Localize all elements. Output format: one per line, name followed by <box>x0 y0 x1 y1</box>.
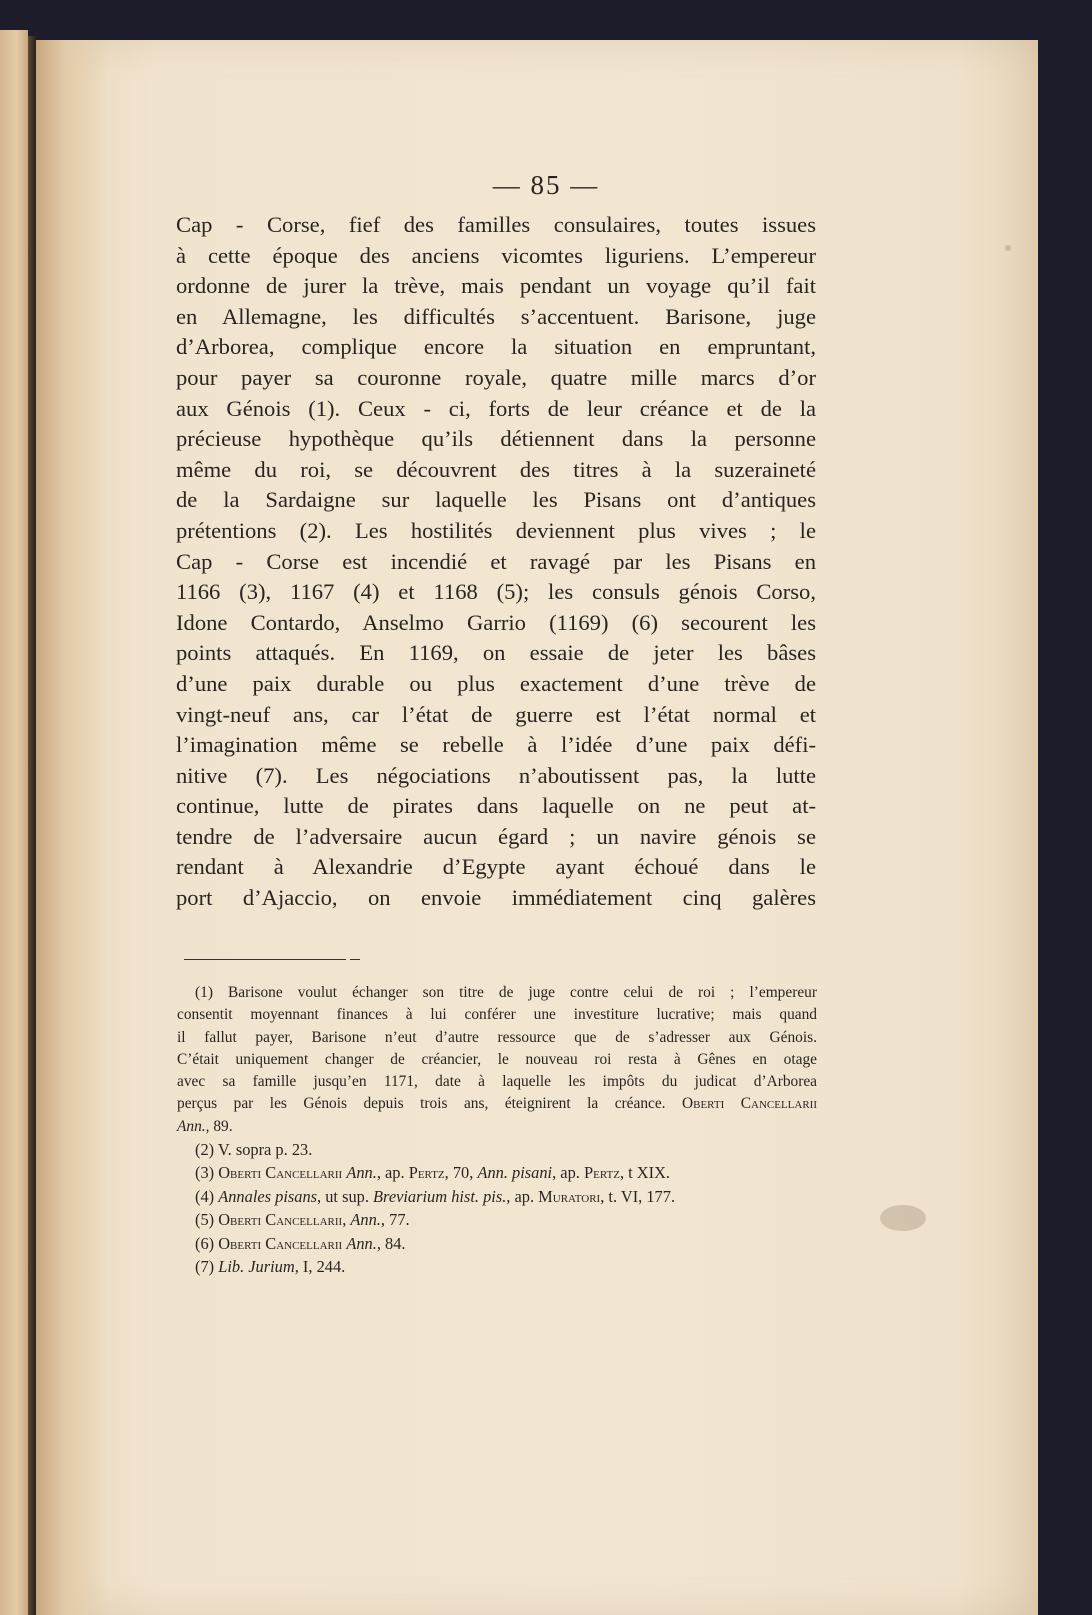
citation-work: Lib. Jurium <box>218 1257 295 1277</box>
footnote-line: consentit moyennant finances à lui conférer une investiture lucrative; mais quand <box>177 1006 817 1024</box>
text-line: d’une paix durable ou plus exactement d’une trève de <box>176 670 816 696</box>
footnote-number: (7) <box>195 1257 219 1277</box>
footnote-line-with-citation <box>177 1093 817 1115</box>
citation-work: Ann. pisani <box>477 1163 553 1183</box>
text-line: points attaqués. En 1169, on essaie de jeter les bâses <box>176 640 816 666</box>
text-line: rendant à Alexandrie d’Egypte ayant échoué dans le <box>176 854 816 880</box>
footnote-2: (2) V. sopra p. 23. <box>195 1140 313 1160</box>
text-line: continue, lutte de pirates dans laquelle on ne peut at- <box>176 793 816 819</box>
page-gutter <box>36 40 108 1615</box>
footnote-line: C’était uniquement changer de créancier, le nouveau roi resta à Gênes en otage <box>177 1050 817 1068</box>
footnotes <box>177 982 817 1279</box>
footnote-1 <box>177 982 817 1138</box>
citation-work: Breviarium hist. pis. <box>373 1186 507 1206</box>
footnote-number: (3) <box>195 1163 219 1183</box>
citation-text: , ap. <box>376 1163 409 1183</box>
text-line: ordonne de jurer la trève, mais pendant un voyage qu’il fait <box>176 273 816 299</box>
footnote-number: (4) <box>195 1186 219 1206</box>
citation-work: Ann. <box>346 1233 377 1253</box>
citation-text: , ap. <box>506 1186 539 1206</box>
footnote-7 <box>177 1255 817 1278</box>
text-line: Cap - Corse, fief des familles consulaires, toutes issues <box>176 212 816 237</box>
citation-text: , 77. <box>380 1210 410 1230</box>
body-text <box>176 210 816 914</box>
footnote-separator-dash <box>350 959 360 960</box>
footnote-line <box>177 1116 817 1138</box>
text-line: pour payer sa couronne royale, quatre mille marcs d’or <box>176 364 816 390</box>
footnote-6 <box>177 1232 817 1255</box>
binding-shadow <box>28 36 36 1615</box>
text-line: l’imagination même se rebelle à l’idée d’une paix défi- <box>176 732 816 758</box>
citation-text: , t. VI, 177. <box>600 1186 676 1206</box>
text-line: prétentions (2). Les hostilités deviennent plus vives ; le <box>176 517 816 543</box>
citation-author: Oberti Cancellarii <box>682 1095 817 1113</box>
text-line: précieuse hypothèque qu’ils détiennent dans la personne <box>176 426 816 452</box>
text-line: tendre de l’adversaire aucun égard ; un navire génois se <box>176 823 816 849</box>
citation-work: Annales pisans <box>218 1186 318 1206</box>
citation-text: , I, 244. <box>294 1257 346 1277</box>
footnote-line: avec sa famille jusqu’en 1171, date à laquelle les impôts du judicat d’Arborea <box>177 1073 817 1091</box>
footnote-number: (5) <box>195 1210 219 1230</box>
citation-work: Ann. <box>177 1117 206 1135</box>
citation-text: , ap. <box>552 1163 584 1183</box>
text-line: vingt-neuf ans, car l’état de guerre est l’état normal et <box>176 701 816 727</box>
citation-author: Pertz <box>408 1163 445 1183</box>
text-line: à cette époque des anciens vicomtes liguriens. L’empereur <box>176 242 816 268</box>
citation-text: , <box>342 1210 351 1230</box>
text-line: d’Arborea, complique encore la situation en empruntant, <box>176 334 816 360</box>
footnote-4 <box>177 1185 817 1208</box>
citation-text: , ut sup. <box>317 1186 374 1206</box>
citation-author: Oberti Cancellarii <box>218 1233 343 1253</box>
paper-stain <box>880 1205 926 1231</box>
text-line: Cap - Corse est incendié et ravagé par les Pisans en <box>176 548 816 574</box>
footnote-5 <box>177 1208 817 1231</box>
citation-author: Pertz <box>583 1163 620 1183</box>
citation-page: , 89. <box>205 1117 233 1135</box>
citation-text: , 84. <box>376 1233 406 1253</box>
text-line: port d’Ajaccio, on envoie immédiatement cinq galères <box>176 885 816 911</box>
text-line: de la Sardaigne sur laquelle les Pisans ont d’antiques <box>176 487 816 513</box>
citation-author: Muratori <box>538 1186 601 1206</box>
footnote-line: perçus par les Génois depuis trois ans, éteignirent la créance. <box>177 1095 666 1113</box>
footnote-separator <box>184 959 346 960</box>
citation-work: Ann. <box>350 1210 381 1230</box>
text-line: nitive (7). Les négociations n’aboutissent pas, la lutte <box>176 762 816 788</box>
footnote-3 <box>177 1161 817 1184</box>
citation-text: , t XIX. <box>619 1163 671 1183</box>
text-line: en Allemagne, les difficultés s’accentuent. Barisone, juge <box>176 303 816 329</box>
footnote-line: (1) Barisone voulut échanger son titre de juge contre celui de roi ; l’empereur <box>195 984 817 1001</box>
citation-author: Oberti Cancellarii <box>218 1210 343 1230</box>
footnote-line: il fallut payer, Barisone n’eut d’autre ressource que de s’adresser aux Génois. <box>177 1028 817 1046</box>
text-line: aux Génois (1). Ceux - ci, forts de leur créance et de la <box>176 395 816 421</box>
citation-work: Ann. <box>346 1163 377 1183</box>
citation-text: , 70, <box>444 1163 478 1183</box>
paper-stain <box>1005 245 1011 251</box>
citation-author: Oberti Cancellarii <box>218 1163 343 1183</box>
text-line: même du roi, se découvrent des titres à la suzeraineté <box>176 456 816 482</box>
footnote-number: (6) <box>195 1233 219 1253</box>
previous-page-edge <box>0 30 28 1615</box>
text-line: 1166 (3), 1167 (4) et 1168 (5); les consuls génois Corso, <box>176 579 816 605</box>
page-number: — 85 — <box>492 170 600 200</box>
text-line: Idone Contardo, Anselmo Garrio (1169) (6) secourent les <box>176 609 816 635</box>
